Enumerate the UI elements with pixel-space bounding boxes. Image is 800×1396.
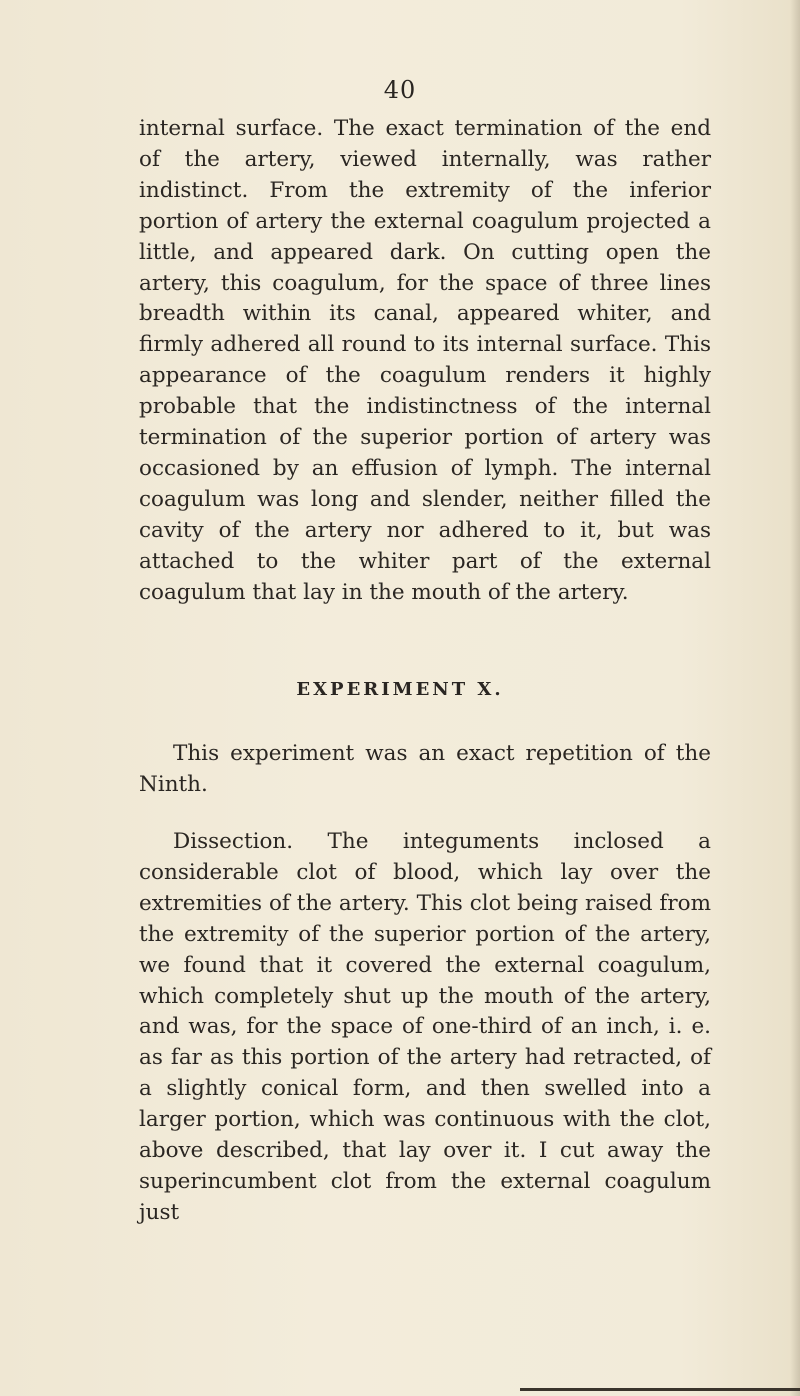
paragraph-continued: internal surface. The exact termination of the end of the artery, viewed internally, was rather indistinct. From the extremity of the inferior portion of artery the external coagulum projected a little, and appeared dark. On cutting open the artery, this coagulum, for the space of three lines breadth within its canal, appeared whiter, and firmly adhered all round to its internal surface. This appearance of the coagulum renders it highly probable that the indistinctness of the internal termination of the superior portion of artery was occasioned by an effusion of lymph. The internal coagulum was long and slender, neither filled the cavity of the artery nor adhered to it, but was attached to the whiter part of the external coagulum that lay in the mouth of the artery. bbox=[139, 116, 711, 605]
paragraph-text: This experiment was an exact repetition of the Ninth. bbox=[139, 741, 711, 797]
paragraph-text: Dissection. The integuments inclosed a considerable clot of blood, which lay over the extremities of the artery. This clot being raised from the extremity of the superior portion of the artery, we found that it covered the external coagulum, which completely shut up the mouth of the artery, and was, for the space of one-third of an inch, i. e. as far as this portion of the artery had retracted, of a slightly conical form, and then swelled into a larger portion, which was continuous with the clot, above described, that lay over it. I cut away the superincumbent clot from the external coagulum just bbox=[139, 829, 711, 1225]
paragraph-dissection bbox=[139, 827, 711, 1229]
paragraph-experiment-intro bbox=[139, 739, 711, 801]
bottom-edge-rule bbox=[520, 1388, 800, 1391]
page-number: 40 bbox=[383, 76, 417, 104]
experiment-heading: EXPERIMENT X. bbox=[296, 679, 504, 700]
